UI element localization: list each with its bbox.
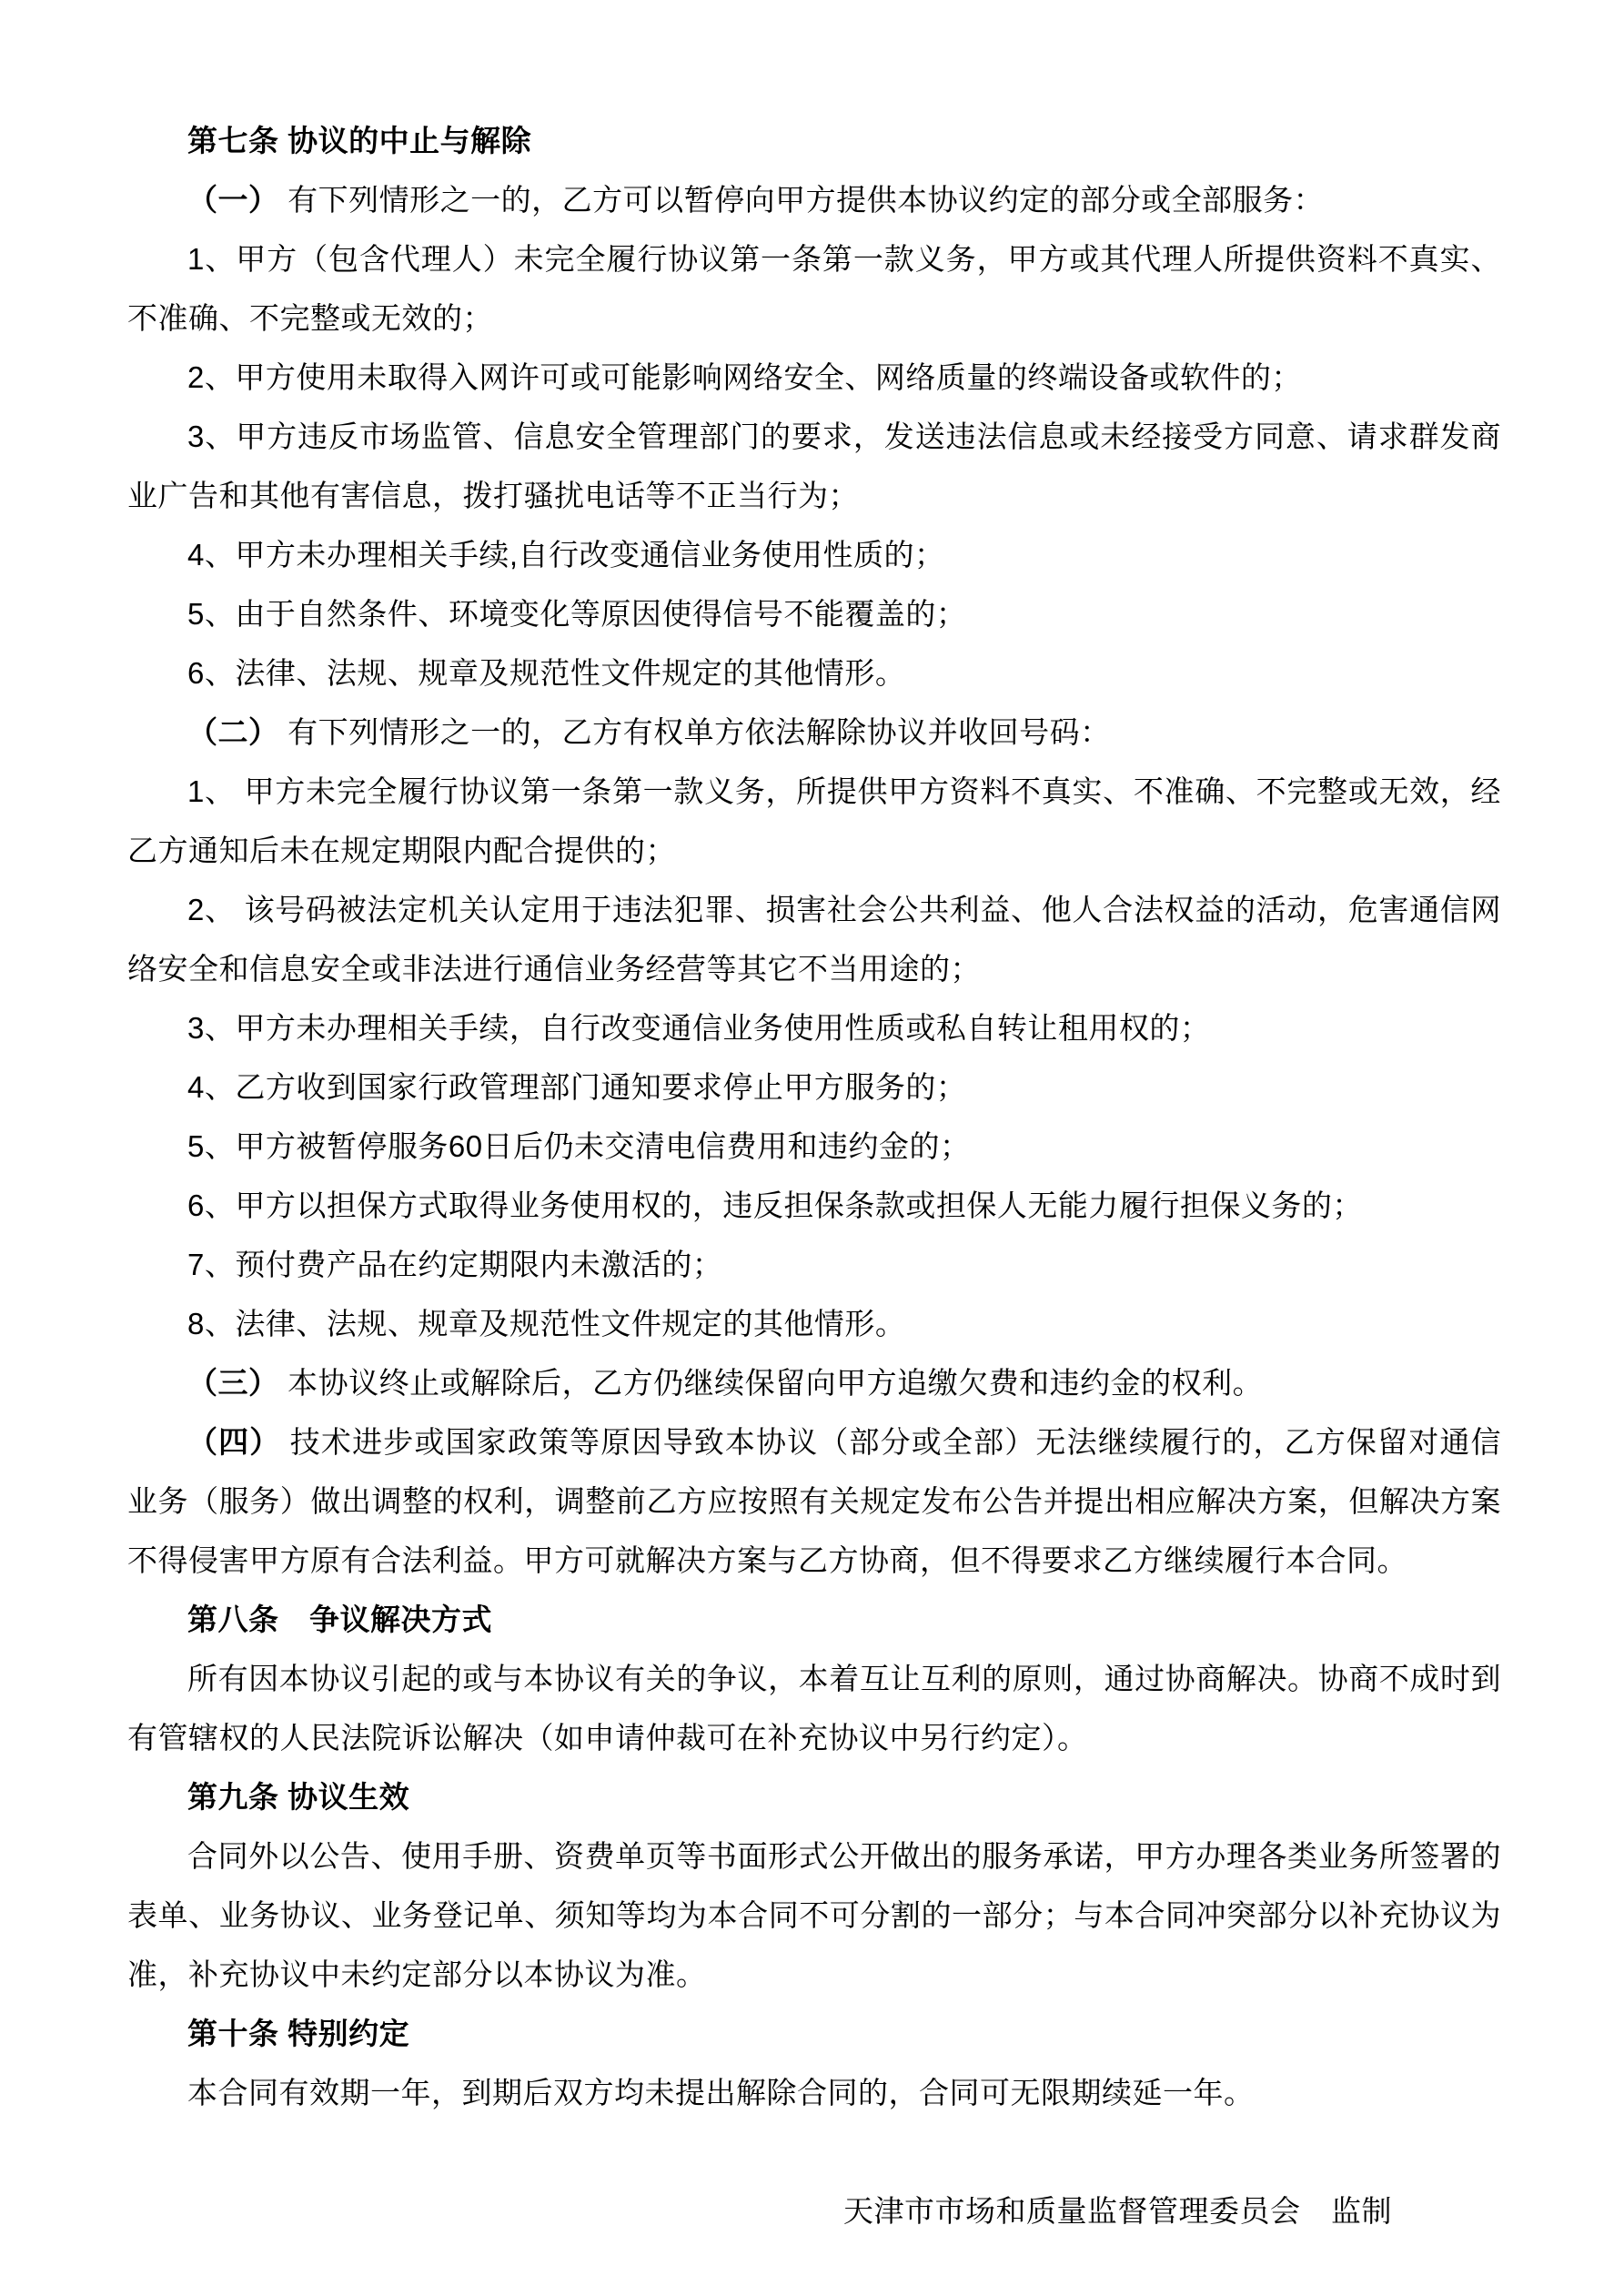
clause-paragraph <box>127 1353 1501 1412</box>
clause-paragraph: 4、甲方未办理相关手续,自行改变通信业务使用性质的； <box>187 538 945 571</box>
clause-text: 技术进步或国家政策等原因导致本协议（部分或全部）无法继续履行的，乙方保留对通信业务（服务）做出调整的权利，调整前乙方应按照有关规定发布公告并提出相应解决方案，但解决方案不得侵害甲方原有合法利益。甲方可就解决方案与乙方协商，但不得要求乙方继续履行本合同。 <box>127 1425 1501 1577</box>
clause-paragraph <box>127 1412 1501 1590</box>
clause-marker: （一） <box>187 183 279 217</box>
clause-paragraph: 3、甲方未办理相关手续，自行改变通信业务使用性质或私自转让租用权的； <box>187 1011 1211 1045</box>
clause-paragraph: 1、 甲方未完全履行协议第一条第一款义务，所提供甲方资料不真实、不准确、不完整或无效，经乙方通知后未在规定期限内配合提供的； <box>127 774 1501 867</box>
clause-heading-10: 第十条 特别约定 <box>187 2017 410 2050</box>
clause-paragraph: 5、由于自然条件、环境变化等原因使得信号不能覆盖的； <box>187 597 967 631</box>
clause-marker: （二） <box>187 715 279 749</box>
clause-paragraph: 所有因本协议引起的或与本协议有关的争议，本着互让互利的原则，通过协商解决。协商不成时到有管辖权的人民法院诉讼解决（如申请仲裁可在补充协议中另行约定）。 <box>127 1662 1501 1755</box>
clause-marker: （四） <box>187 1425 281 1459</box>
clause-paragraph: 8、法律、法规、规章及规范性文件规定的其他情形。 <box>187 1307 906 1340</box>
clause-paragraph <box>127 170 1501 229</box>
clause-heading-9: 第九条 协议生效 <box>187 1780 410 1814</box>
clause-paragraph: 7、预付费产品在约定期限内未激活的； <box>187 1248 723 1281</box>
clause-marker: （三） <box>187 1366 279 1400</box>
clause-paragraph: 6、法律、法规、规章及规范性文件规定的其他情形。 <box>187 656 906 690</box>
clause-text: 有下列情形之一的，乙方可以暂停向甲方提供本协议约定的部分或全部服务： <box>278 183 1325 217</box>
clause-heading-8: 第八条 争议解决方式 <box>187 1603 492 1636</box>
clause-paragraph: 5、甲方被暂停服务60日后仍未交清电信费用和违约金的； <box>187 1129 971 1163</box>
clause-paragraph: 4、乙方收到国家行政管理部门通知要求停止甲方服务的； <box>187 1070 967 1104</box>
footer-issuer: 天津市市场和质量监督管理委员会 监制 <box>843 2194 1392 2228</box>
clause-text: 有下列情形之一的，乙方有权单方依法解除协议并收回号码： <box>278 715 1111 749</box>
clause-paragraph: 本合同有效期一年，到期后双方均未提出解除合同的，合同可无限期续延一年。 <box>187 2076 1255 2109</box>
clause-paragraph <box>127 703 1501 762</box>
clause-paragraph: 合同外以公告、使用手册、资费单页等书面形式公开做出的服务承诺，甲方办理各类业务所签署的表单、业务协议、业务登记单、须知等均为本合同不可分割的一部分；与本合同冲突部分以补充协议为准，补充协议中未约定部分以本协议为准。 <box>127 1839 1501 1991</box>
clause-paragraph: 2、 该号码被法定机关认定用于违法犯罪、损害社会公共利益、他人合法权益的活动，危害通信网络安全和信息安全或非法进行通信业务经营等其它不当用途的； <box>127 893 1501 986</box>
clause-text: 本协议终止或解除后，乙方仍继续保留向甲方追缴欠费和违约金的权利。 <box>278 1366 1264 1400</box>
clause-heading-7: 第七条 协议的中止与解除 <box>187 124 532 157</box>
clause-paragraph: 6、甲方以担保方式取得业务使用权的，违反担保条款或担保人无能力履行担保义务的； <box>187 1188 1363 1222</box>
clause-paragraph: 1、甲方（包含代理人）未完全履行协议第一条第一款义务，甲方或其代理人所提供资料不真实、不准确、不完整或无效的； <box>127 242 1501 335</box>
clause-paragraph: 2、甲方使用未取得入网许可或可能影响网络安全、网络质量的终端设备或软件的； <box>187 360 1302 394</box>
clause-paragraph: 3、甲方违反市场监管、信息安全管理部门的要求，发送违法信息或未经接受方同意、请求群发商业广告和其他有害信息，拨打骚扰电话等不正当行为； <box>127 420 1501 512</box>
